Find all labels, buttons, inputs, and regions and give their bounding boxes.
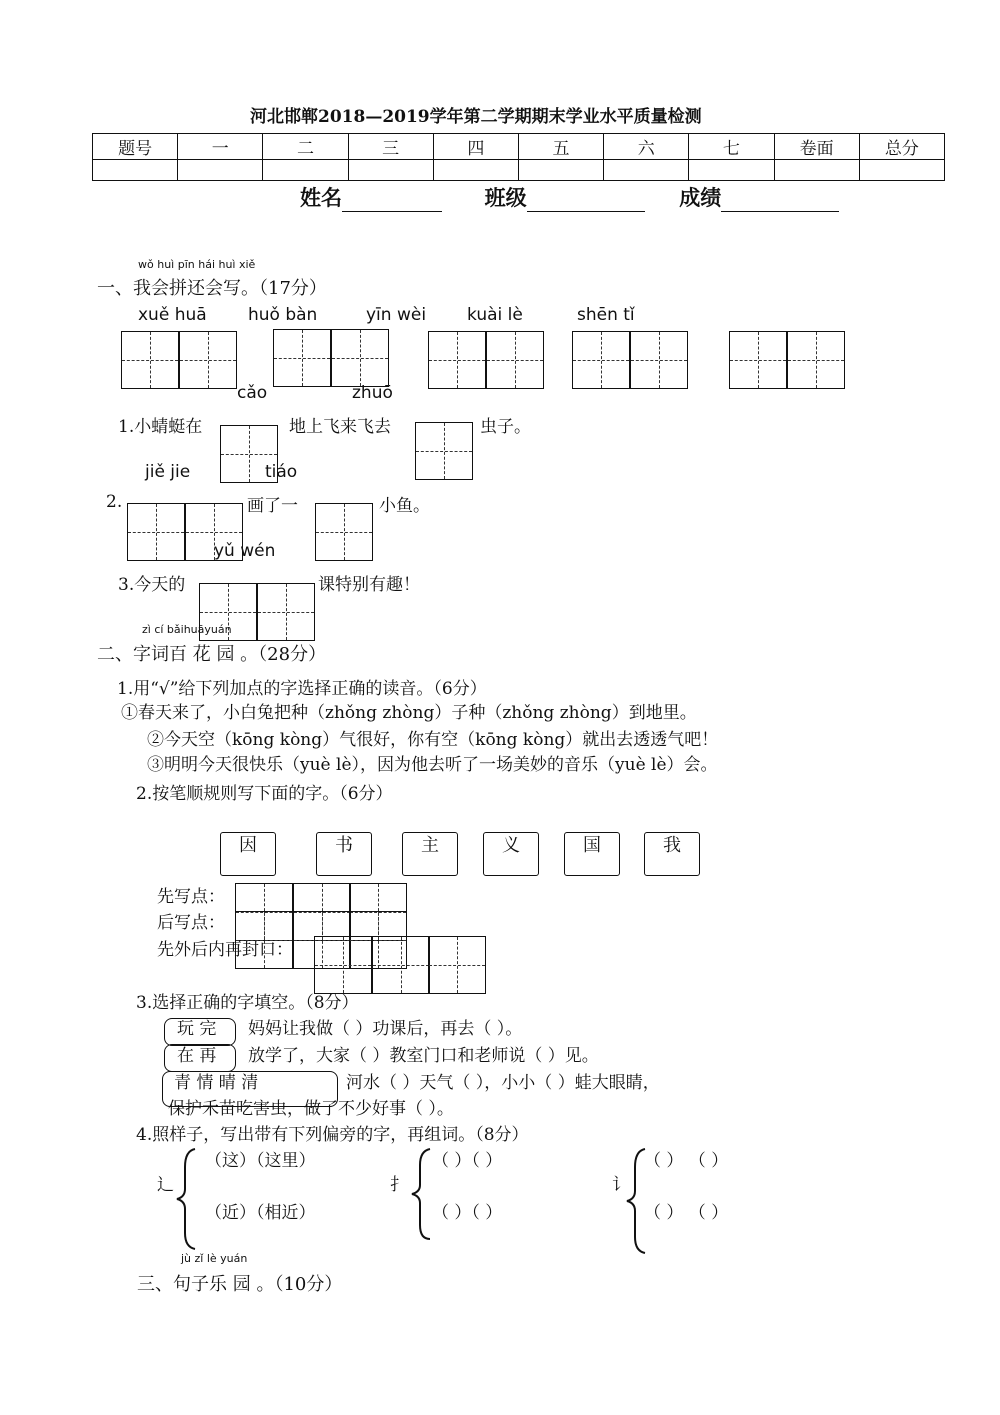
score-table: [92, 133, 945, 181]
example-word: （这）（这里）: [205, 1151, 316, 1171]
name-blank[interactable]: [342, 211, 442, 212]
question-line: ③明明今天很快乐（yuè lè），因为他去听了一场美妙的音乐（yuè lè）会。: [147, 755, 718, 775]
pinyin-word: kuài lè: [467, 305, 523, 325]
score-blank[interactable]: [721, 211, 839, 212]
score-input-cell[interactable]: [178, 160, 263, 181]
question-title: 3.选择正确的字填空。（8分）: [136, 993, 359, 1013]
fill-sentence: 河水（ ）天气（ ），小小（ ）蛙大眼睛，: [346, 1073, 660, 1093]
writing-grid-box[interactable]: [273, 329, 331, 387]
pinyin-hint: jiě jie: [145, 462, 191, 482]
writing-grid-box[interactable]: [235, 911, 293, 969]
section1-pinyin: wǒ huì pīn hái huì xiě: [138, 258, 256, 271]
score-input-cell[interactable]: [604, 160, 689, 181]
pinyin-hint: tiáo: [265, 462, 298, 482]
section3-title: 三、句子乐 园 。（10分）: [137, 1274, 343, 1295]
writing-grid-box[interactable]: [372, 936, 430, 994]
choice-group: 青 情 晴 清: [174, 1073, 259, 1093]
question-title: 2.按笔顺规则写下面的字。（6分）: [136, 784, 393, 804]
stroke-char-box: 主: [402, 832, 458, 876]
document-title: 河北邯郸2018—2019学年第二学期期末学业水平质量检测: [250, 107, 702, 127]
section2-title: 二、字词百 花 园 。（28分）: [97, 644, 327, 665]
stroke-char-box: 因: [220, 832, 276, 876]
writing-grid-box[interactable]: [315, 503, 373, 561]
score-header-cell: 四: [433, 134, 518, 160]
name-label: 姓名: [300, 185, 342, 210]
writing-grid-box[interactable]: [630, 331, 688, 389]
radical: 讠: [612, 1175, 629, 1195]
question-text: 小鱼。: [379, 496, 430, 516]
blank-pair[interactable]: （ ）（ ）: [432, 1203, 503, 1223]
question-title: 4.照样子，写出带有下列偏旁的字，再组词。（8分）: [136, 1125, 529, 1145]
writing-grid-box[interactable]: [787, 331, 845, 389]
writing-grid-box[interactable]: [331, 329, 389, 387]
question-text: 1.小蜻蜓在: [118, 417, 203, 437]
score-input-cell[interactable]: [774, 160, 859, 181]
left-brace-icon: [175, 1147, 197, 1251]
blank-pair[interactable]: （ ） （ ）: [644, 1203, 729, 1223]
writing-grid-box[interactable]: [415, 422, 473, 480]
writing-grid-box[interactable]: [729, 331, 787, 389]
radical: 辶: [157, 1175, 174, 1195]
question-text: 课特别有趣！: [318, 575, 420, 595]
blank-pair[interactable]: （ ） （ ）: [644, 1151, 729, 1171]
stroke-label: 先写点：: [157, 887, 225, 907]
section3-pinyin: jù zǐ lè yuán: [181, 1252, 248, 1265]
blank-pair[interactable]: （ ）（ ）: [432, 1151, 503, 1171]
score-input-cell[interactable]: [93, 160, 178, 181]
pinyin-hint: yǔ wén: [214, 541, 276, 561]
fill-sentence: 放学了，大家（ ）教室门口和老师说（ ）见。: [248, 1046, 599, 1066]
stroke-char-box: 书: [316, 832, 372, 876]
score-header-cell: 六: [604, 134, 689, 160]
score-input-cell[interactable]: [433, 160, 518, 181]
question-text: 地上飞来飞去: [289, 417, 391, 437]
question-text: 3.今天的: [118, 575, 186, 595]
section1-title: 一、我会拼还会写。（17分）: [97, 278, 327, 299]
writing-grid-box[interactable]: [314, 936, 372, 994]
writing-grid-box[interactable]: [121, 331, 179, 389]
score-input-cell[interactable]: [689, 160, 774, 181]
stroke-char-box: 义: [483, 832, 539, 876]
choice-group: 玩 完: [177, 1019, 217, 1039]
writing-grid-box[interactable]: [428, 331, 486, 389]
pinyin-word: shēn tǐ: [577, 305, 635, 325]
score-header-cell: 五: [518, 134, 603, 160]
score-header-cell: 题号: [93, 134, 178, 160]
question-text: 2.: [106, 492, 123, 512]
pinyin-hint: cǎo: [237, 383, 268, 403]
pinyin-word: xuě huā: [138, 305, 207, 325]
score-input-cell[interactable]: [518, 160, 603, 181]
score-input-cell[interactable]: [263, 160, 348, 181]
score-header-cell: 卷面: [774, 134, 859, 160]
student-info-row: [300, 182, 839, 212]
score-input-cell[interactable]: [348, 160, 433, 181]
left-brace-icon: [410, 1147, 432, 1241]
question-text: 虫子。: [480, 417, 531, 437]
pinyin-word: huǒ bàn: [248, 305, 318, 325]
writing-grid-box[interactable]: [572, 331, 630, 389]
pinyin-word: yīn wèi: [366, 305, 427, 325]
score-header-cell: 总分: [859, 134, 944, 160]
section2-pinyin: zì cí bǎihuāyuán: [142, 623, 232, 636]
writing-grid-box[interactable]: [179, 331, 237, 389]
class-blank[interactable]: [527, 211, 645, 212]
score-table-header-row: [93, 134, 945, 160]
writing-grid-box[interactable]: [428, 936, 486, 994]
stroke-char-box: 我: [644, 832, 700, 876]
writing-grid-box[interactable]: [127, 503, 185, 561]
question-line: ①春天来了，小白兔把种（zhǒng zhòng）子种（zhǒng zhòng）到地里。: [121, 703, 697, 723]
question-line: ②今天空（kōng kòng）气很好，你有空（kōng kòng）就出去透透气吧！: [147, 730, 719, 750]
score-table-blank-row: [93, 160, 945, 181]
class-label: 班级: [484, 185, 527, 210]
question-text: 画了一: [247, 496, 298, 516]
fill-sentence: 妈妈让我做（ ）功课后，再去（ ）。: [248, 1019, 523, 1039]
score-input-cell[interactable]: [859, 160, 944, 181]
score-label: 成绩: [679, 185, 722, 210]
score-header-cell: 二: [263, 134, 348, 160]
stroke-label: 后写点：: [157, 913, 225, 933]
pinyin-hint: zhuō: [352, 383, 393, 403]
score-header-cell: 一: [178, 134, 263, 160]
question-title: 1.用“√”给下列加点的字选择正确的读音。（6分）: [117, 679, 487, 699]
score-header-cell: 七: [689, 134, 774, 160]
radical: 扌: [390, 1175, 407, 1195]
choice-group: 在 再: [177, 1046, 217, 1066]
stroke-char-box: 国: [564, 832, 620, 876]
example-word: （近）（相近）: [205, 1203, 316, 1223]
score-header-cell: 三: [348, 134, 433, 160]
fill-sentence: 保护禾苗吃害虫，做了不少好事（ ）。: [168, 1099, 454, 1119]
stroke-label: 先外后内再封口：: [157, 940, 293, 960]
writing-grid-box[interactable]: [486, 331, 544, 389]
writing-grid-box[interactable]: [257, 583, 315, 641]
